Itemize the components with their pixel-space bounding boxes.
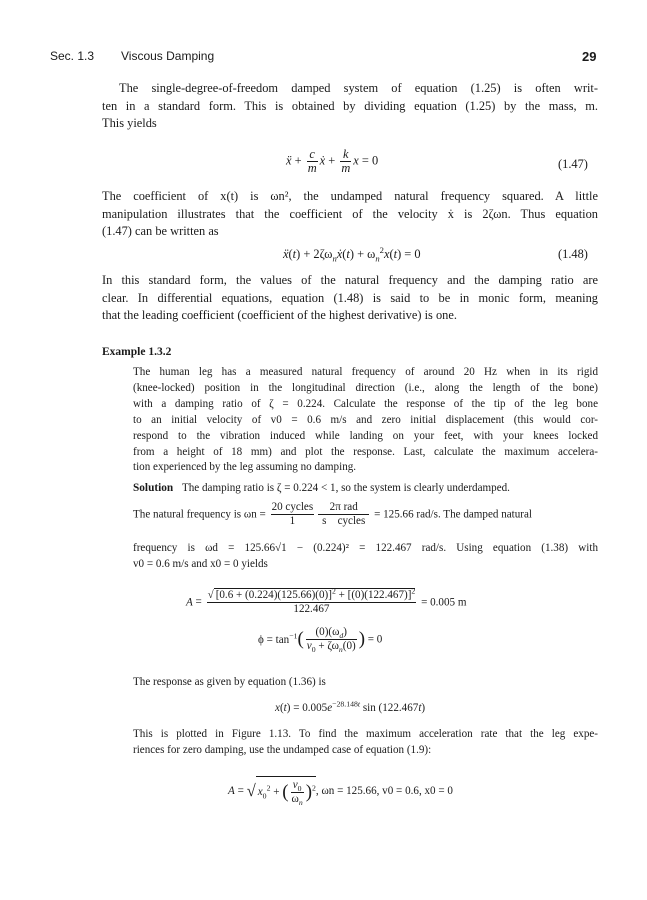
natfreq-lead: The natural frequency is ωn = (133, 508, 266, 521)
text-line: to an initial velocity of v0 = 0.6 m/s and zero initial displacement (this would cor- (133, 413, 598, 426)
text-line: manipulation illustrates that the coefficient of the velocity ẋ is 2ζωn. Thus equation (102, 206, 598, 221)
text-line: v0 = 0.6 m/s and x0 = 0 yields (133, 557, 268, 570)
text-line: The coefficient of x(t) is ωn², the undamped natural frequency squared. A little (102, 189, 598, 203)
text-line: The single-degree-of-freedom damped system of equation (1.25) is often writ- (119, 81, 598, 95)
phase-equation: $\phi = \tan^{-1}$( $\frac{(0)(\omega_d)}{v_0 + \zeta\omega_n(0)}$ ) = 0 (258, 626, 383, 655)
example-title: Example 1.3.2 (102, 346, 172, 358)
text-line: tion experienced by the leg assuming no damping. (133, 461, 357, 474)
text-line: ten in a standard form. This is obtained by dividing equation (1.25) by the mass, m. (102, 98, 598, 113)
coefficient-paragraph (102, 188, 598, 241)
damped-frequency-paragraph (133, 541, 598, 573)
text-line: riences for zero damping, use the undamped case of equation (1.9): (133, 743, 432, 756)
text-line: In this standard form, the values of the natural frequency and the damping ratio are (102, 273, 598, 287)
equation-number: (1.48) (558, 247, 588, 261)
monic-paragraph (102, 272, 598, 325)
amplitude-equation: A = $\frac{√ [0.6 + (0.224)(125.66)(0)]^2 + [(0)(122.467)]^2}{122.467}$ = 0.005 m (186, 586, 467, 615)
page-number: 29 (582, 49, 597, 64)
text-line: The human leg has a measured natural frequency of around 20 Hz when in its rigid (133, 366, 598, 378)
equation-number: (1.47) (558, 157, 588, 171)
solution-text: The damping ratio is ζ = 0.224 < 1, so the system is clearly underdamped. (181, 482, 510, 494)
final-values: , ωn = 125.66, v0 = 0.6, x0 = 0 (315, 785, 453, 797)
solution-label: Solution (133, 482, 174, 494)
text-line: clear. In differential equations, equation (1.48) is said to be in monic form, meaning (102, 290, 598, 305)
example-problem (133, 365, 598, 476)
intro-paragraph (102, 80, 598, 133)
natural-frequency-line: The natural frequency is ωn = $\frac{\text{20 cycles}}{1}$ $\frac{\text{2π rad}}{\text{s cycles}}$ = 125.66 rad/s. The damped natural (133, 501, 533, 527)
undamped-amplitude-equation: A = √ $x_0^2$ + ( $\frac{v_0}{\omega_n}$ )$^2$, ωn = 125.66, v0 = 0.6, x0 = 0 (228, 776, 453, 806)
response-intro: The response as given by equation (1.36) is (133, 676, 326, 688)
text-line: This yields (102, 116, 157, 131)
text-line: frequency is ωd = 125.66√1 − (0.224)² = 122.467 rad/s. Using equation (1.38) with (133, 542, 598, 554)
text-line: (knee-locked) position in the longitudinal direction (i.e., along the length of the bone) (133, 381, 598, 394)
text-line: from a height of 18 mm) and plot the response. Last, calculate the maximum accelera- (133, 445, 598, 458)
response-equation: $x(t) = 0.005e^{-28.148t}$ sin (122.467t) (275, 699, 426, 714)
plotted-paragraph (133, 727, 598, 759)
text-line: respond to the vibration induced while landing on your feet, with your knees locked (133, 429, 598, 442)
equation-1-47: ẍ + $\frac{c}{m}$ ẋ + $\frac{k}{m}$ x = 0 (286, 147, 379, 175)
section-title: Viscous Damping (121, 49, 215, 63)
text-line: This is plotted in Figure 1.13. To find the maximum acceleration rate that the leg expe- (133, 728, 598, 740)
text-line: (1.47) can be written as (102, 224, 219, 239)
natfreq-tail: = 125.66 rad/s. The damped natural (374, 508, 533, 521)
section-number: Sec. 1.3 (50, 49, 95, 63)
amplitude-result: = 0.005 m (421, 596, 467, 609)
equation-1-48: ẍ(t) + $2\zeta\omega_nẋ(t) + \omega_n^2x(t) = 0$ (283, 244, 421, 264)
solution-line (133, 482, 598, 494)
amplitude-denominator: 122.467 (293, 603, 330, 615)
text-line: that the leading coefficient (coefficient of the highest derivative) is one. (102, 308, 457, 323)
text-line: with a damping ratio of ζ = 0.224. Calculate the response of the tip of the leg bone (133, 397, 598, 410)
unit-fraction: $\frac{\text{20 cycles}}{1}$ (271, 501, 314, 527)
